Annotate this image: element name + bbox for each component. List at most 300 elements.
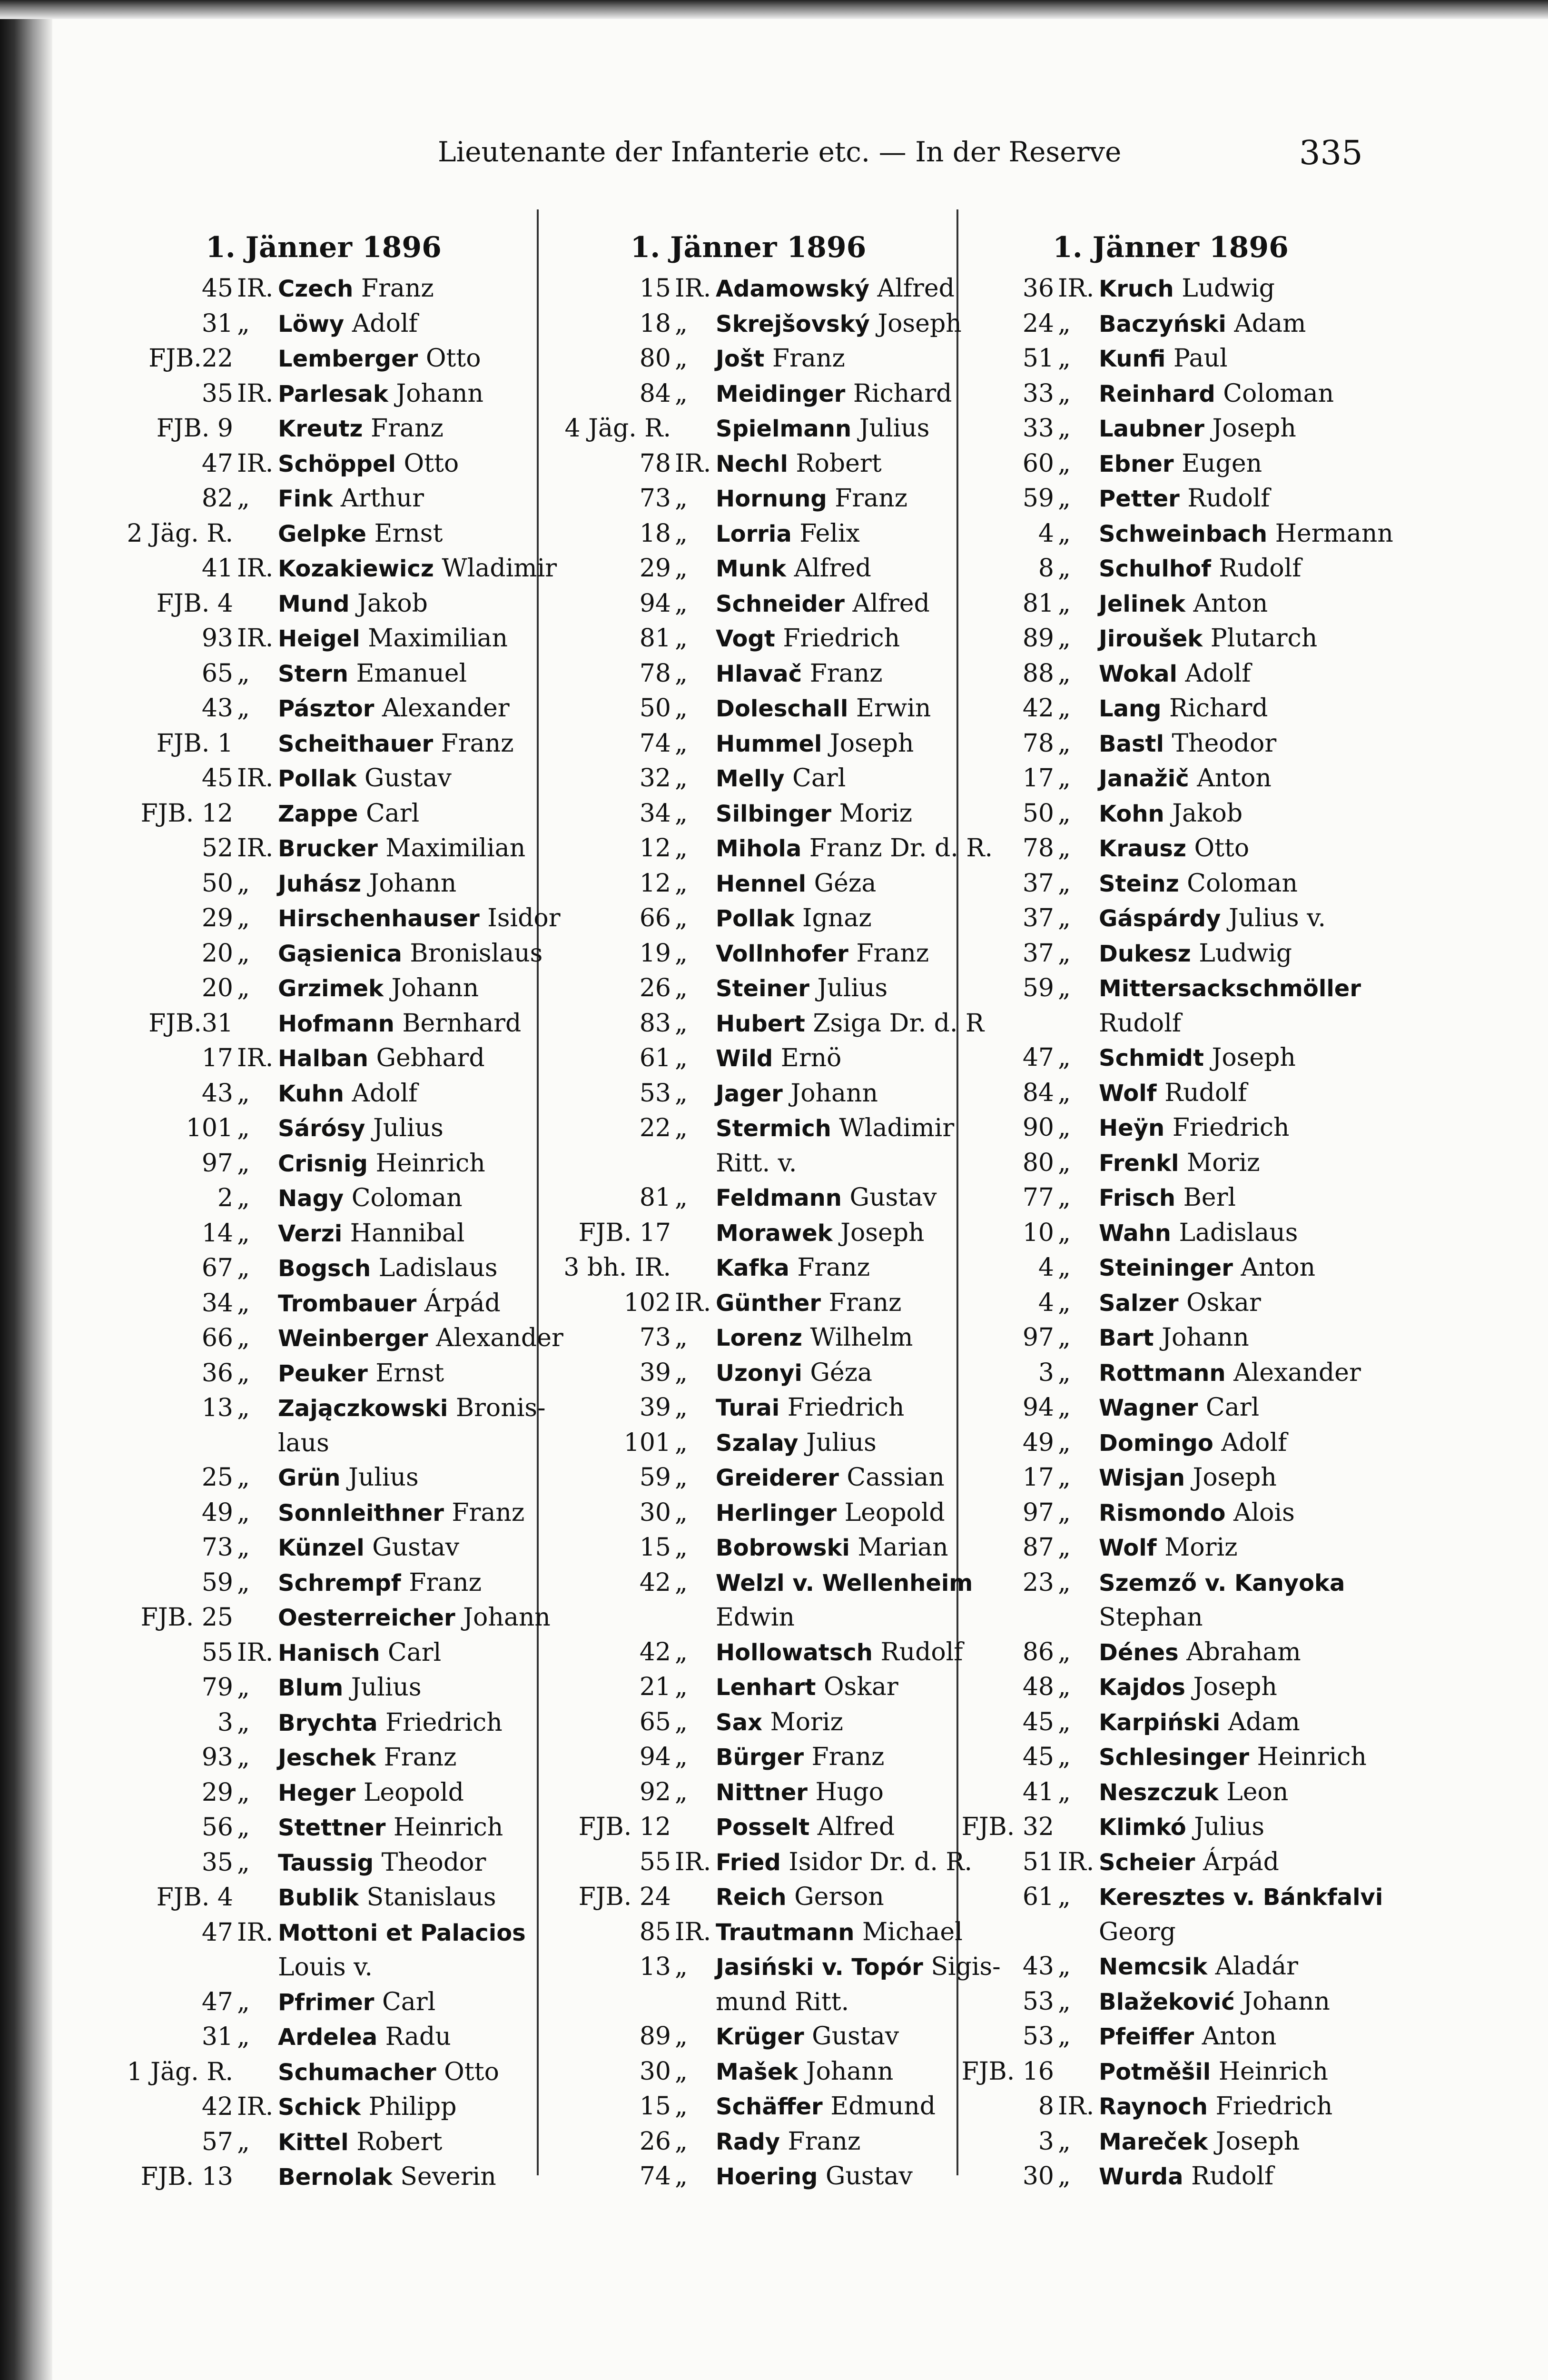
officer-name: [271, 1041, 485, 1076]
unit-type: IR.: [237, 1638, 274, 1667]
list-item: [119, 866, 528, 902]
unit-type: „: [1058, 1777, 1071, 1806]
surname: Parlesak: [278, 380, 388, 407]
unit-type: „: [237, 484, 250, 513]
unit-type: „: [675, 939, 688, 968]
list-item: [547, 761, 949, 796]
list-item: [119, 1041, 528, 1076]
officer-name: [709, 1635, 963, 1670]
officer-name: [271, 1146, 485, 1181]
officer-name: [1092, 1460, 1277, 1496]
page-top-edge: [0, 0, 1548, 19]
surname: Günther: [716, 1289, 821, 1317]
officer-name: [709, 446, 882, 482]
unit-type: „: [237, 1324, 250, 1352]
list-item: [961, 271, 1380, 307]
column-heading: 1. Jänner 1896: [630, 231, 867, 264]
regiment-number: 14: [201, 1219, 233, 1248]
officer-name: [271, 1985, 435, 2020]
given-name: Rudolf: [1219, 554, 1302, 583]
given-name: Carl: [382, 1987, 436, 2016]
officer-name: [709, 1810, 895, 1845]
list-item: [547, 411, 949, 446]
given-name: Rudolf: [880, 1637, 963, 1666]
regiment-number: 65: [639, 1707, 671, 1736]
officer-name: [271, 1216, 465, 1251]
surname: Salzer: [1099, 1289, 1179, 1317]
officer-name: [1092, 551, 1302, 586]
surname: Raynoch: [1099, 2093, 1208, 2120]
given-name: Adolf: [352, 309, 418, 338]
surname: Meidinger: [716, 380, 846, 407]
list-item: [119, 1740, 528, 1775]
officer-name: [271, 1636, 441, 1671]
surname: Blum: [278, 1675, 344, 1701]
unit-type: „: [237, 309, 250, 338]
officer-name: [271, 1076, 417, 1111]
given-name: Robert: [796, 449, 882, 478]
regiment-number: 25: [201, 1463, 233, 1492]
name-continuation: Edwin: [716, 1603, 795, 1632]
list-item: [961, 516, 1393, 552]
officer-name: [271, 1915, 526, 1985]
officer-name: [271, 1880, 496, 1915]
given-name: Johann: [1242, 1987, 1330, 2016]
list-item: [961, 1146, 1380, 1181]
officer-name: [1092, 2089, 1332, 2124]
unit-type: „: [1058, 344, 1071, 373]
list-item: [547, 1566, 973, 1635]
list-item: [961, 621, 1380, 656]
officer-name: [709, 1180, 937, 1216]
list-item: [119, 1216, 528, 1251]
regiment-number: 47: [201, 1918, 233, 1947]
unit-type: „: [1058, 1568, 1071, 1597]
officer-name: [271, 831, 525, 866]
surname: Bart: [1099, 1325, 1154, 1351]
given-name: Ignaz: [802, 904, 872, 932]
officer-name: [709, 1880, 884, 1915]
unit-type: „: [1058, 1637, 1071, 1666]
officer-name: [271, 656, 467, 692]
given-name: Richard: [1169, 694, 1268, 723]
officer-name: [1092, 901, 1326, 936]
regiment-number: 39: [639, 1358, 671, 1387]
list-item: [547, 377, 952, 412]
surname: Schneider: [716, 590, 845, 617]
unit-type: IR.: [237, 764, 274, 793]
officer-name: [709, 1286, 901, 1321]
unit-type: IR.: [675, 449, 711, 478]
surname: Peuker: [278, 1360, 368, 1387]
regiment-number: 97: [1022, 1498, 1054, 1527]
given-name: Franz: [371, 414, 444, 443]
surname: Wagner: [1099, 1395, 1198, 1421]
surname: Schulhof: [1099, 555, 1211, 582]
surname: Melly: [716, 765, 785, 792]
officer-name: [1092, 1949, 1298, 1984]
surname: Pollak: [278, 765, 357, 792]
surname: Brychta: [278, 1709, 378, 1736]
list-item: [547, 866, 949, 902]
given-name: Franz: [797, 1253, 870, 1282]
given-name: Otto: [444, 2057, 499, 2086]
list-item: [961, 1111, 1380, 1146]
officer-name: [271, 1775, 464, 1811]
unit-type: „: [237, 1359, 250, 1388]
surname: Mašek: [716, 2058, 799, 2085]
list-item: [547, 1180, 949, 1216]
officer-name: [709, 656, 883, 692]
given-name: Ernst: [374, 519, 443, 548]
surname: Krausz: [1099, 835, 1186, 862]
given-name: Joseph: [1212, 1043, 1296, 1072]
officer-name: [1092, 936, 1292, 972]
surname: Ardelea: [278, 2024, 378, 2051]
list-item: [119, 621, 528, 656]
officer-name: [1092, 1076, 1247, 1111]
given-name: Anton: [1193, 589, 1268, 618]
unit-type: „: [675, 1707, 688, 1736]
list-item: [961, 2019, 1380, 2054]
unit-type: „: [675, 1498, 688, 1527]
regiment-number: 37: [1022, 904, 1054, 932]
list-item: [119, 377, 528, 412]
regiment-number: 51: [1022, 344, 1054, 373]
surname: Grün: [278, 1465, 341, 1491]
list-item: [547, 1496, 949, 1531]
officer-name: [1092, 831, 1249, 866]
regiment-number: 42: [639, 1637, 671, 1666]
surname: Steiner: [716, 975, 809, 1002]
regiment-number: 49: [201, 1498, 233, 1527]
surname: Wisjan: [1099, 1465, 1185, 1491]
surname: Karpiński: [1099, 1709, 1221, 1736]
regiment-number: 59: [201, 1568, 233, 1597]
regiment-number: 53: [639, 1079, 671, 1108]
surname: Vogt: [716, 625, 775, 652]
given-name: Ladislaus: [1179, 1218, 1298, 1247]
officer-name: [1092, 971, 1361, 1041]
unit-type: IR.: [237, 624, 274, 653]
regiment-number: 22: [639, 1114, 671, 1142]
officer-name: [271, 1006, 521, 1041]
unit-type: „: [1058, 449, 1071, 478]
unit-type: „: [237, 1813, 250, 1842]
regiment-number: 50: [201, 869, 233, 898]
regiment-number: 3: [1038, 2127, 1054, 2156]
surname: Doleschall: [716, 695, 848, 722]
regiment-number: 84: [639, 379, 671, 408]
regiment-number: 90: [1022, 1113, 1054, 1142]
unit-type: IR.: [675, 1288, 711, 1317]
list-item: [961, 726, 1380, 762]
unit-type: „: [237, 1533, 250, 1562]
given-name: Radu: [385, 2023, 451, 2051]
list-item: [547, 516, 949, 552]
regiment-number: 17: [1022, 764, 1054, 793]
surname: Blažeković: [1099, 1988, 1235, 2015]
given-name: Johann: [806, 2057, 894, 2086]
regiment-number: 42: [1022, 694, 1054, 723]
regiment-number: 77: [1022, 1183, 1054, 1212]
unit-type: „: [237, 694, 250, 723]
given-name: Rudolf: [1187, 484, 1270, 513]
list-item: [119, 1530, 528, 1566]
regiment-number: 87: [1022, 1533, 1054, 1562]
surname: Wahn: [1099, 1220, 1171, 1247]
given-name: Johann: [463, 1603, 551, 1632]
unit-type: „: [237, 1254, 250, 1282]
officer-name: [271, 2020, 451, 2055]
list-item: [119, 2020, 528, 2055]
list-item: [547, 307, 962, 342]
surname: Schumacher: [278, 2059, 436, 2086]
given-name: Robert: [356, 2127, 443, 2156]
officer-name: [1092, 866, 1298, 902]
list-item: [547, 271, 955, 307]
list-item: [547, 1880, 949, 1915]
running-head: Lieutenante der Infanterie etc. — In der Reserve: [438, 136, 1122, 168]
officer-name: [1092, 377, 1334, 412]
given-name: Edmund: [830, 2092, 936, 2121]
given-name: Alexander: [382, 694, 510, 723]
unit-type: „: [675, 2162, 688, 2191]
surname: Uzonyi: [716, 1359, 802, 1387]
unit-type: „: [675, 484, 688, 513]
unit-type: „: [1058, 1358, 1071, 1387]
given-name: Oskar: [824, 1673, 898, 1701]
surname: Wurda: [1099, 2163, 1183, 2190]
unit-type: IR.: [237, 1044, 274, 1072]
surname: Weinberger: [278, 1325, 428, 1352]
list-item: [119, 691, 528, 726]
unit-type: „: [1058, 1987, 1071, 2016]
list-item: [119, 2125, 528, 2160]
regiment-number: FJB. 32: [961, 1813, 1054, 1841]
surname: Greiderer: [716, 1465, 839, 1491]
given-name: Hugo: [815, 1777, 884, 1806]
list-item: [547, 691, 949, 726]
surname: Wokal: [1099, 660, 1177, 687]
list-item: [119, 1460, 528, 1496]
unit-type: „: [675, 1743, 688, 1771]
surname: Jeschek: [278, 1745, 376, 1771]
unit-type: „: [1058, 1463, 1071, 1492]
regiment-number: 21: [639, 1673, 671, 1701]
list-item: [961, 1880, 1383, 1949]
given-name: Joseph: [878, 309, 962, 338]
regiment-number: 45: [1022, 1743, 1054, 1771]
officer-name: [1092, 1984, 1330, 2020]
surname: Silbinger: [716, 800, 832, 827]
given-name: Franz: [828, 1288, 902, 1317]
surname: Hollowatsch: [716, 1639, 873, 1666]
surname: Morawek: [716, 1220, 833, 1247]
given-name: Felix: [799, 519, 860, 548]
surname: Reich: [716, 1884, 787, 1911]
officer-name: [271, 341, 481, 377]
officer-name: [271, 1706, 503, 1741]
column-heading: 1. Jänner 1896: [206, 231, 442, 264]
regiment-number: 26: [639, 974, 671, 1002]
officer-name: [1092, 1566, 1345, 1635]
list-item: [961, 1076, 1380, 1111]
given-name: Paul: [1173, 344, 1228, 373]
list-item: [961, 2054, 1380, 2090]
list-item: [547, 446, 949, 482]
unit-type: „: [675, 1323, 688, 1352]
unit-type: „: [675, 519, 688, 548]
regiment-number: 37: [1022, 939, 1054, 968]
list-item: [119, 1006, 528, 1041]
given-name: Coloman: [351, 1184, 463, 1212]
given-name: Aladár: [1215, 1952, 1299, 1981]
given-name: Carl: [1205, 1393, 1260, 1422]
unit-type: „: [1058, 974, 1071, 1002]
list-item: [119, 1496, 528, 1531]
officer-name: [271, 971, 479, 1006]
given-name: Moriz: [1187, 1148, 1260, 1177]
officer-name: [271, 866, 456, 902]
regiment-number: 1 Jäg. R.: [127, 2057, 233, 2086]
officer-name: [709, 796, 912, 832]
unit-type: „: [237, 1673, 250, 1702]
regiment-number: 74: [639, 2162, 671, 2191]
unit-type: „: [1058, 904, 1071, 932]
officer-name: [271, 1845, 486, 1881]
list-item: [119, 481, 528, 516]
regiment-number: FJB. 9: [156, 414, 233, 443]
list-item: [961, 656, 1380, 692]
regiment-number: FJB. 12: [140, 799, 233, 828]
officer-name: [1092, 1390, 1259, 1426]
surname: Rismondo: [1099, 1499, 1226, 1527]
unit-type: IR.: [1058, 2092, 1094, 2121]
surname: Kafka: [716, 1255, 789, 1281]
list-item: [547, 796, 949, 832]
officer-name: [1092, 2124, 1300, 2160]
regiment-number: 93: [201, 1743, 233, 1772]
regiment-number: 31: [201, 309, 233, 338]
list-item: [119, 1111, 528, 1146]
list-item: [961, 1041, 1380, 1076]
unit-type: „: [237, 974, 250, 1002]
regiment-number: 2: [217, 1184, 233, 1212]
officer-name: [271, 271, 434, 307]
surname: Hofmann: [278, 1010, 394, 1037]
list-item: [119, 2160, 528, 2195]
given-name: Ladislaus: [378, 1254, 498, 1282]
surname: Heger: [278, 1779, 356, 1806]
unit-type: „: [1058, 2127, 1071, 2156]
given-name: Isidor Dr. d. R.: [789, 1847, 973, 1876]
regiment-number: 43: [201, 694, 233, 723]
regiment-number: 57: [201, 2127, 233, 2156]
surname: Verzi: [278, 1220, 343, 1247]
unit-type: „: [675, 659, 688, 688]
officer-name: [709, 307, 962, 342]
unit-type: „: [675, 624, 688, 653]
officer-name: [709, 1426, 877, 1461]
list-item: [961, 971, 1380, 1041]
officer-name: [709, 1915, 963, 1950]
surname: Hubert: [716, 1010, 805, 1037]
list-item: [547, 971, 949, 1006]
given-name: Anton: [1202, 2022, 1277, 2051]
unit-type: „: [1058, 799, 1071, 828]
regiment-number: 61: [1022, 1883, 1054, 1911]
officer-name: [271, 1111, 444, 1146]
surname: Hirschenhauser: [278, 905, 480, 932]
officer-name: [1092, 1111, 1289, 1146]
unit-type: „: [237, 1289, 250, 1318]
regiment-number: 48: [1022, 1673, 1054, 1701]
officer-name: [271, 1600, 551, 1636]
surname: Vollnhofer: [716, 940, 848, 967]
given-name: Johann: [1162, 1323, 1249, 1352]
surname: Sax: [716, 1709, 762, 1736]
surname: Fried: [716, 1849, 781, 1876]
officer-name: [709, 1356, 872, 1391]
list-item: [547, 2019, 949, 2054]
officer-name: [709, 1111, 954, 1180]
surname: Lenhart: [716, 1674, 816, 1701]
officer-name: [1092, 1146, 1260, 1181]
regiment-number: 33: [1022, 414, 1054, 443]
unit-type: „: [1058, 2022, 1071, 2051]
surname: Hennel: [716, 870, 807, 897]
unit-type: „: [675, 554, 688, 583]
given-name: Marian: [858, 1533, 948, 1562]
given-name: Adolf: [1185, 659, 1251, 688]
officer-name: [1092, 761, 1272, 796]
list-item: [961, 936, 1380, 972]
given-name: Ernö: [780, 1044, 842, 1072]
regiment-number: 66: [639, 904, 671, 932]
unit-type: „: [675, 589, 688, 618]
regiment-number: 29: [201, 904, 233, 932]
given-name: Erwin: [856, 694, 931, 723]
officer-name: [709, 831, 993, 866]
regiment-number: 94: [639, 589, 671, 618]
unit-type: „: [237, 1149, 250, 1178]
list-item: [547, 551, 949, 586]
regiment-number: 15: [639, 2092, 671, 2121]
regiment-number: 78: [639, 449, 671, 478]
list-item: [119, 1706, 528, 1741]
surname: Mihola: [716, 835, 802, 862]
officer-name: [271, 2090, 457, 2125]
surname: Pollak: [716, 905, 795, 932]
given-name: Gustav: [849, 1183, 937, 1212]
list-item: [961, 1984, 1380, 2020]
regiment-number: 65: [201, 659, 233, 688]
regiment-number: 51: [1022, 1847, 1054, 1876]
unit-type: „: [237, 1219, 250, 1248]
unit-type: „: [675, 1428, 688, 1457]
unit-type: „: [1058, 869, 1071, 898]
list-item: [547, 831, 993, 866]
column-divider: [537, 209, 539, 2175]
regiment-number: 67: [201, 1254, 233, 1282]
unit-type: „: [675, 1637, 688, 1666]
regiment-number: 23: [1022, 1568, 1054, 1597]
regiment-number: 8: [1038, 554, 1054, 583]
surname: Trautmann: [716, 1919, 855, 1946]
list-item: [119, 1775, 528, 1811]
unit-type: „: [675, 1183, 688, 1212]
